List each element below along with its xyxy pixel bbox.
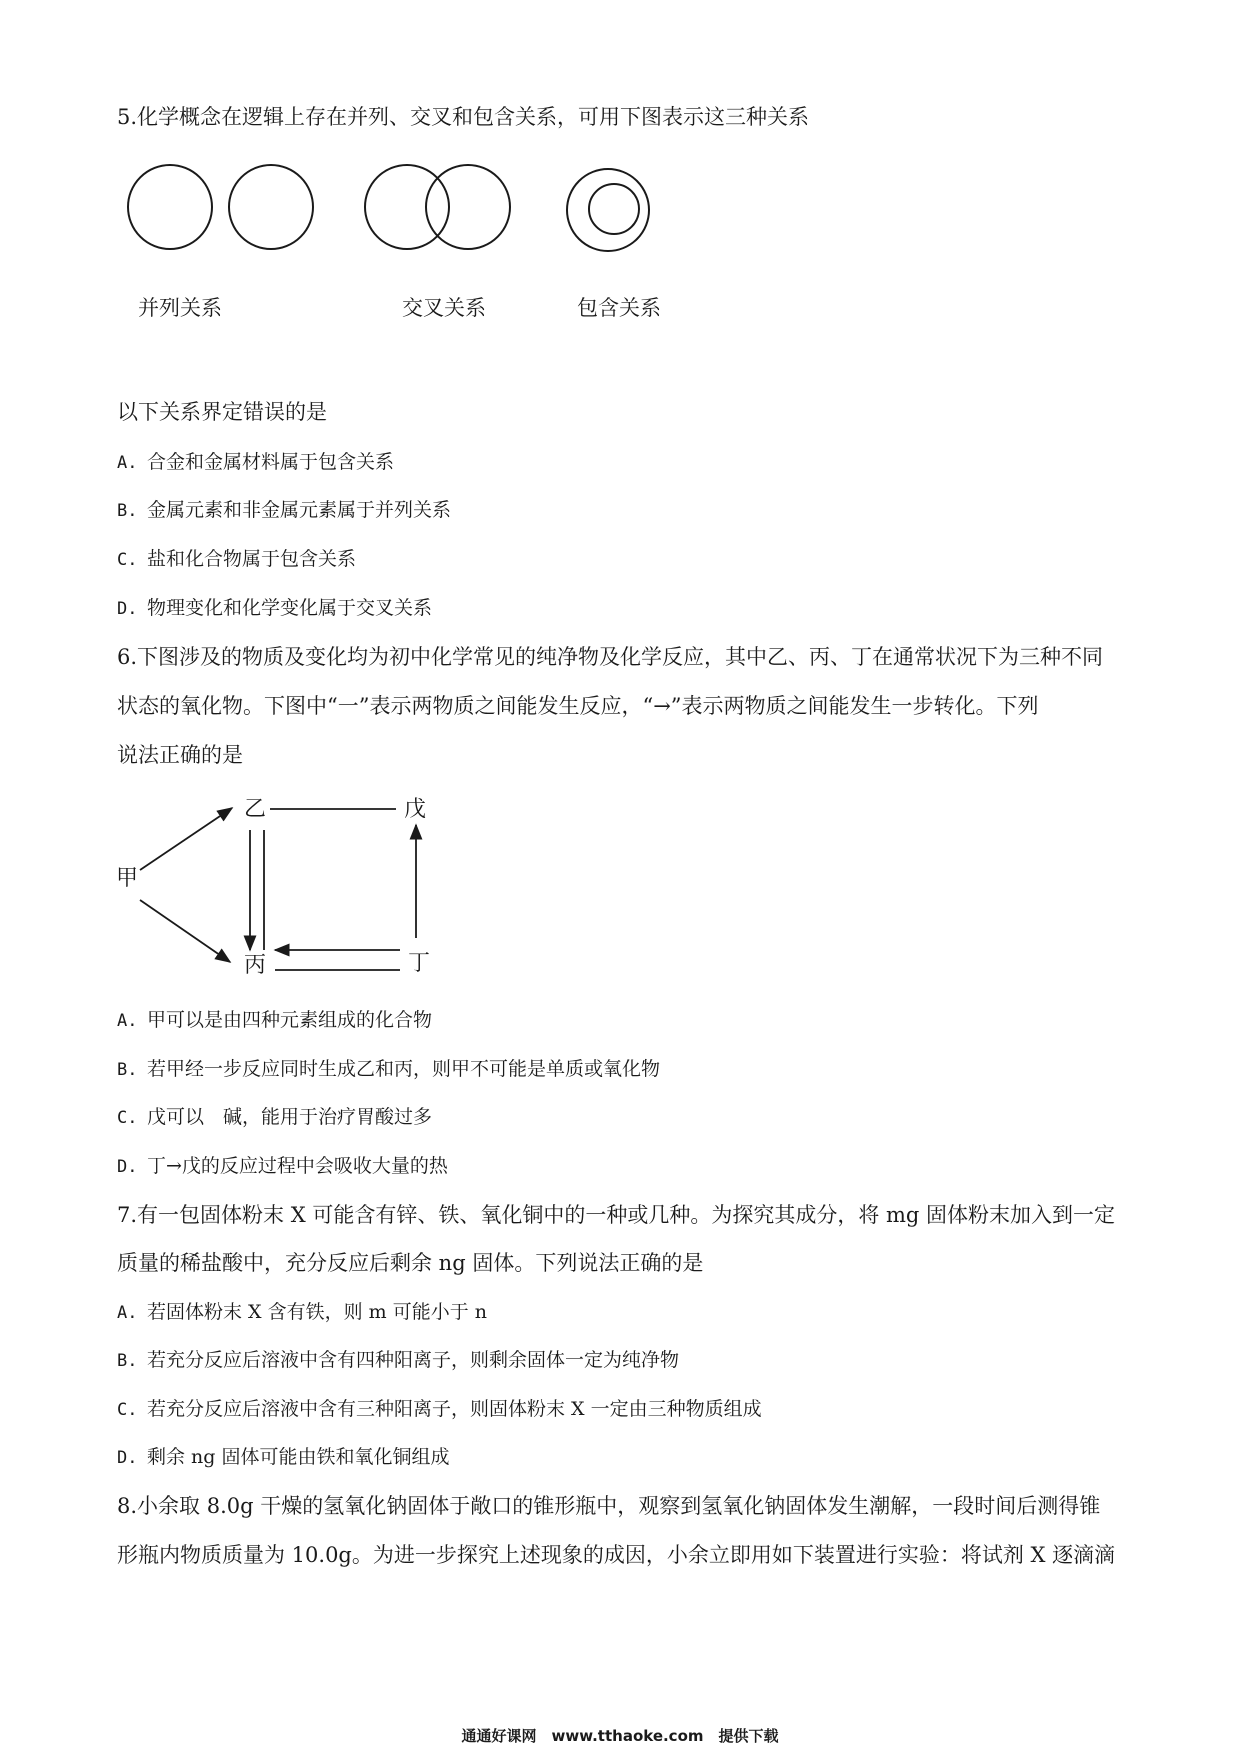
option-text: 剩余 ng 固体可能由铁和氧化铜组成	[147, 1446, 450, 1468]
node-ding: 丁	[408, 951, 431, 976]
option-text: 合金和金属材料属于包含关系	[147, 451, 395, 473]
q6-stem-line-2: 状态的氧化物。下图中“一”表示两物质之间能发生反应，“→”表示两物质之间能发生一步转化。下列	[117, 694, 1039, 718]
node-wu: 戊	[404, 797, 427, 822]
q6-stem-line-1: 6.下图涉及的物质及变化均为初中化学常见的纯净物及化学反应，其中乙、丙、丁在通常状况下为三种不同	[117, 645, 1104, 669]
option-text: 物理变化和化学变化属于交叉关系	[147, 597, 433, 619]
option-label: C.	[117, 1108, 138, 1128]
q5-question: 以下关系界定错误的是	[117, 400, 327, 424]
option-label: B.	[117, 501, 138, 521]
option-label: D.	[117, 1157, 138, 1177]
q6-option-b	[117, 1055, 660, 1084]
q8-stem-line-1: 8.小余取 8.0g 干燥的氢氧化钠固体于敞口的锥形瓶中，观察到氢氧化钠固体发生潮解，一段时间后测得锥	[117, 1494, 1101, 1518]
q7-option-a	[117, 1298, 487, 1327]
arrow-jia-to-yi	[140, 808, 232, 870]
option-text: 甲可以是由四种元素组成的化合物	[147, 1009, 433, 1031]
label-contain: 包含关系	[577, 296, 661, 320]
q6-option-c	[117, 1103, 432, 1132]
option-text: 盐和化合物属于包含关系	[147, 548, 357, 570]
q7-option-b	[117, 1346, 679, 1375]
q7-option-d	[117, 1443, 449, 1472]
option-text: 若充分反应后溶液中含有三种阳离子，则固体粉末 X 一定由三种物质组成	[147, 1398, 762, 1420]
option-text: 若固体粉末 X 含有铁，则 m 可能小于 n	[147, 1301, 487, 1323]
q6-stem-line-3: 说法正确的是	[117, 743, 243, 767]
option-text: 戊可以 碱，能用于治疗胃酸过多	[147, 1106, 433, 1128]
node-yi: 乙	[244, 797, 267, 822]
option-text: 丁→戊的反应过程中会吸收大量的热	[147, 1155, 448, 1177]
label-parallel: 并列关系	[138, 296, 222, 320]
arrow-jia-to-bing	[140, 900, 230, 962]
page-footer: 通通好课网 www.tthaoke.com 提供下载	[461, 1727, 779, 1745]
q7-stem-line-1: 7.有一包固体粉末 X 可能含有锌、铁、氧化铜中的一种或几种。为探究其成分，将 mg 固体粉末加入到一定	[117, 1203, 1116, 1227]
label-cross: 交叉关系	[402, 296, 486, 320]
q5-stem: 5.化学概念在逻辑上存在并列、交叉和包含关系，可用下图表示这三种关系	[117, 105, 810, 129]
option-text: 金属元素和非金属元素属于并列关系	[147, 499, 452, 521]
q6-option-d	[117, 1152, 448, 1181]
option-text: 若甲经一步反应同时生成乙和丙，则甲不可能是单质或氧化物	[147, 1058, 661, 1080]
node-jia: 甲	[116, 866, 139, 891]
option-label: D.	[117, 1448, 138, 1468]
option-label: A.	[117, 453, 138, 473]
q8-stem-line-2: 形瓶内物质质量为 10.0g。为进一步探究上述现象的成因，小余立即用如下装置进行实验：将试剂 X 逐滴滴	[117, 1543, 1116, 1567]
option-text: 若充分反应后溶液中含有四种阳离子，则剩余固体一定为纯净物	[147, 1349, 680, 1371]
option-label: B.	[117, 1351, 138, 1371]
option-label: C.	[117, 550, 138, 570]
q7-stem-line-2: 质量的稀盐酸中，充分反应后剩余 ng 固体。下列说法正确的是	[117, 1251, 704, 1275]
option-label: A.	[117, 1303, 138, 1323]
option-label: D.	[117, 599, 138, 619]
q7-option-c	[117, 1395, 762, 1424]
node-bing: 丙	[244, 953, 267, 978]
option-label: B.	[117, 1060, 138, 1080]
option-label: C.	[117, 1400, 138, 1420]
q6-option-a	[117, 1006, 432, 1035]
option-label: A.	[117, 1011, 138, 1031]
